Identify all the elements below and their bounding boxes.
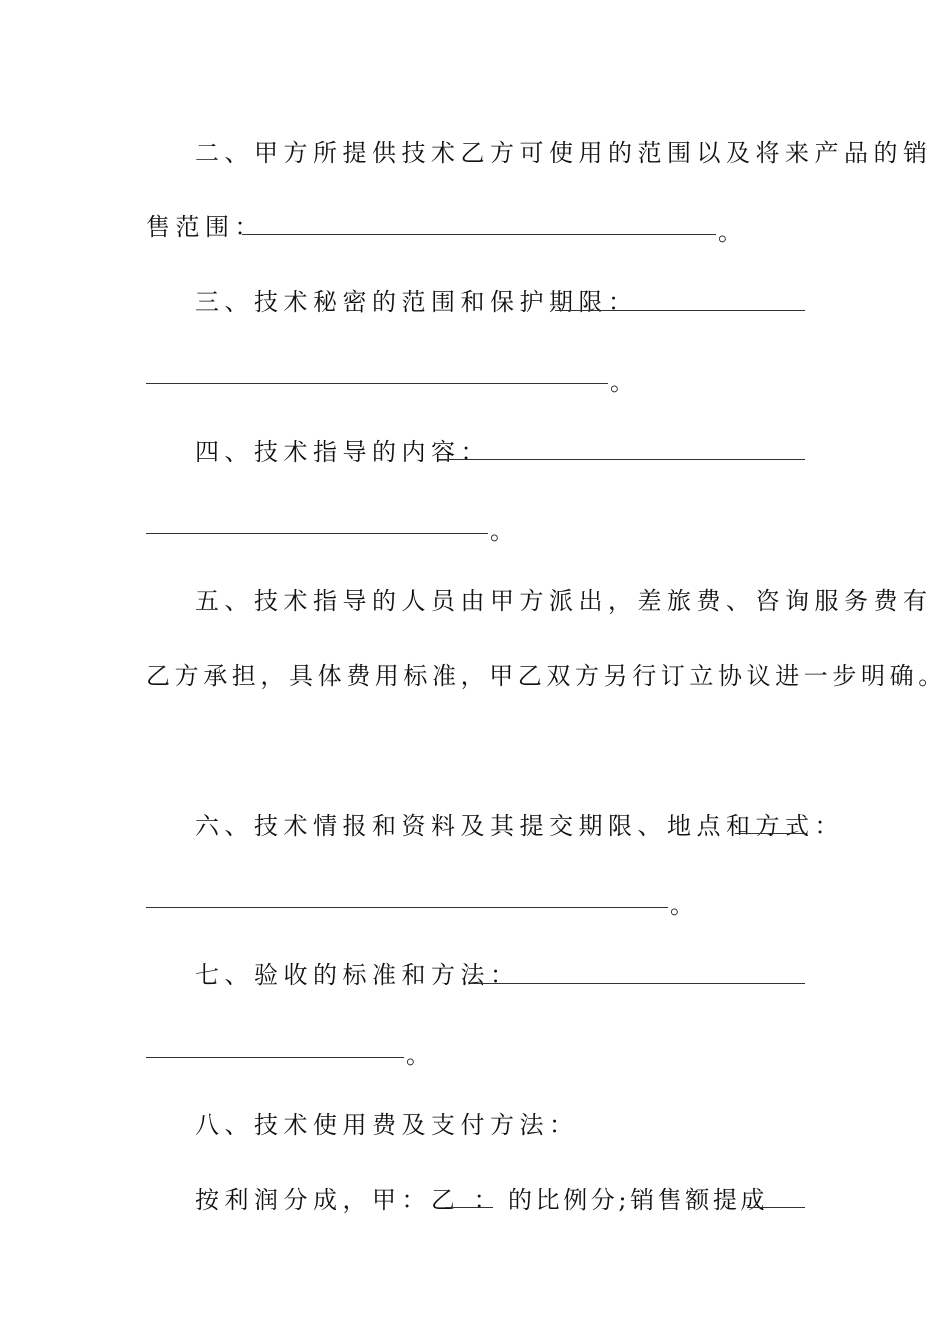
clause-2-period: 。 <box>718 218 742 246</box>
clause-3-fill-blank-1[interactable] <box>555 310 805 311</box>
clause-6-period: 。 <box>670 891 694 919</box>
clause-8-detail-text-2: 的比例分;销售额提成 <box>508 1186 769 1214</box>
clause-4-period: 。 <box>490 517 514 545</box>
clause-7-fill-blank-1[interactable] <box>470 983 805 984</box>
clause-6-fill-blank-2[interactable] <box>146 907 668 908</box>
clause-6-fill-blank-1[interactable] <box>735 833 805 834</box>
clause-8-line-1: 八、技术使用费及支付方法： <box>195 1111 579 1139</box>
clause-7-period: 。 <box>406 1041 430 1069</box>
clause-3-period: 。 <box>610 368 634 396</box>
sales-commission-blank[interactable] <box>747 1207 805 1208</box>
clause-2-line-1: 二、甲方所提供技术乙方可使用的范围以及将来产品的销 <box>195 139 933 167</box>
clause-7-line-1: 七、验收的标准和方法： <box>195 961 520 989</box>
clause-4-line-1: 四、技术指导的内容： <box>195 438 490 466</box>
clause-5-line-1: 五、技术指导的人员由甲方派出，差旅费、咨询服务费有 <box>195 587 933 615</box>
profit-ratio-blank[interactable] <box>445 1207 493 1208</box>
clause-6-line-1: 六、技术情报和资料及其提交期限、地点和方式： <box>195 812 844 840</box>
clause-2-fill-blank[interactable] <box>242 234 716 235</box>
clause-7-fill-blank-2[interactable] <box>146 1057 404 1058</box>
clause-3-line-1: 三、技术秘密的范围和保护期限： <box>195 288 638 316</box>
clause-2-line-2: 售范围： <box>146 213 264 241</box>
clause-8-detail-text-1: 按利润分成，甲：乙 ： <box>195 1186 504 1214</box>
clause-4-fill-blank-1[interactable] <box>438 459 805 460</box>
clause-5-line-2: 乙方承担，具体费用标准，甲乙双方另行订立协议进一步明确。 <box>146 662 947 690</box>
clause-3-fill-blank-2[interactable] <box>146 383 608 384</box>
clause-4-fill-blank-2[interactable] <box>146 533 488 534</box>
